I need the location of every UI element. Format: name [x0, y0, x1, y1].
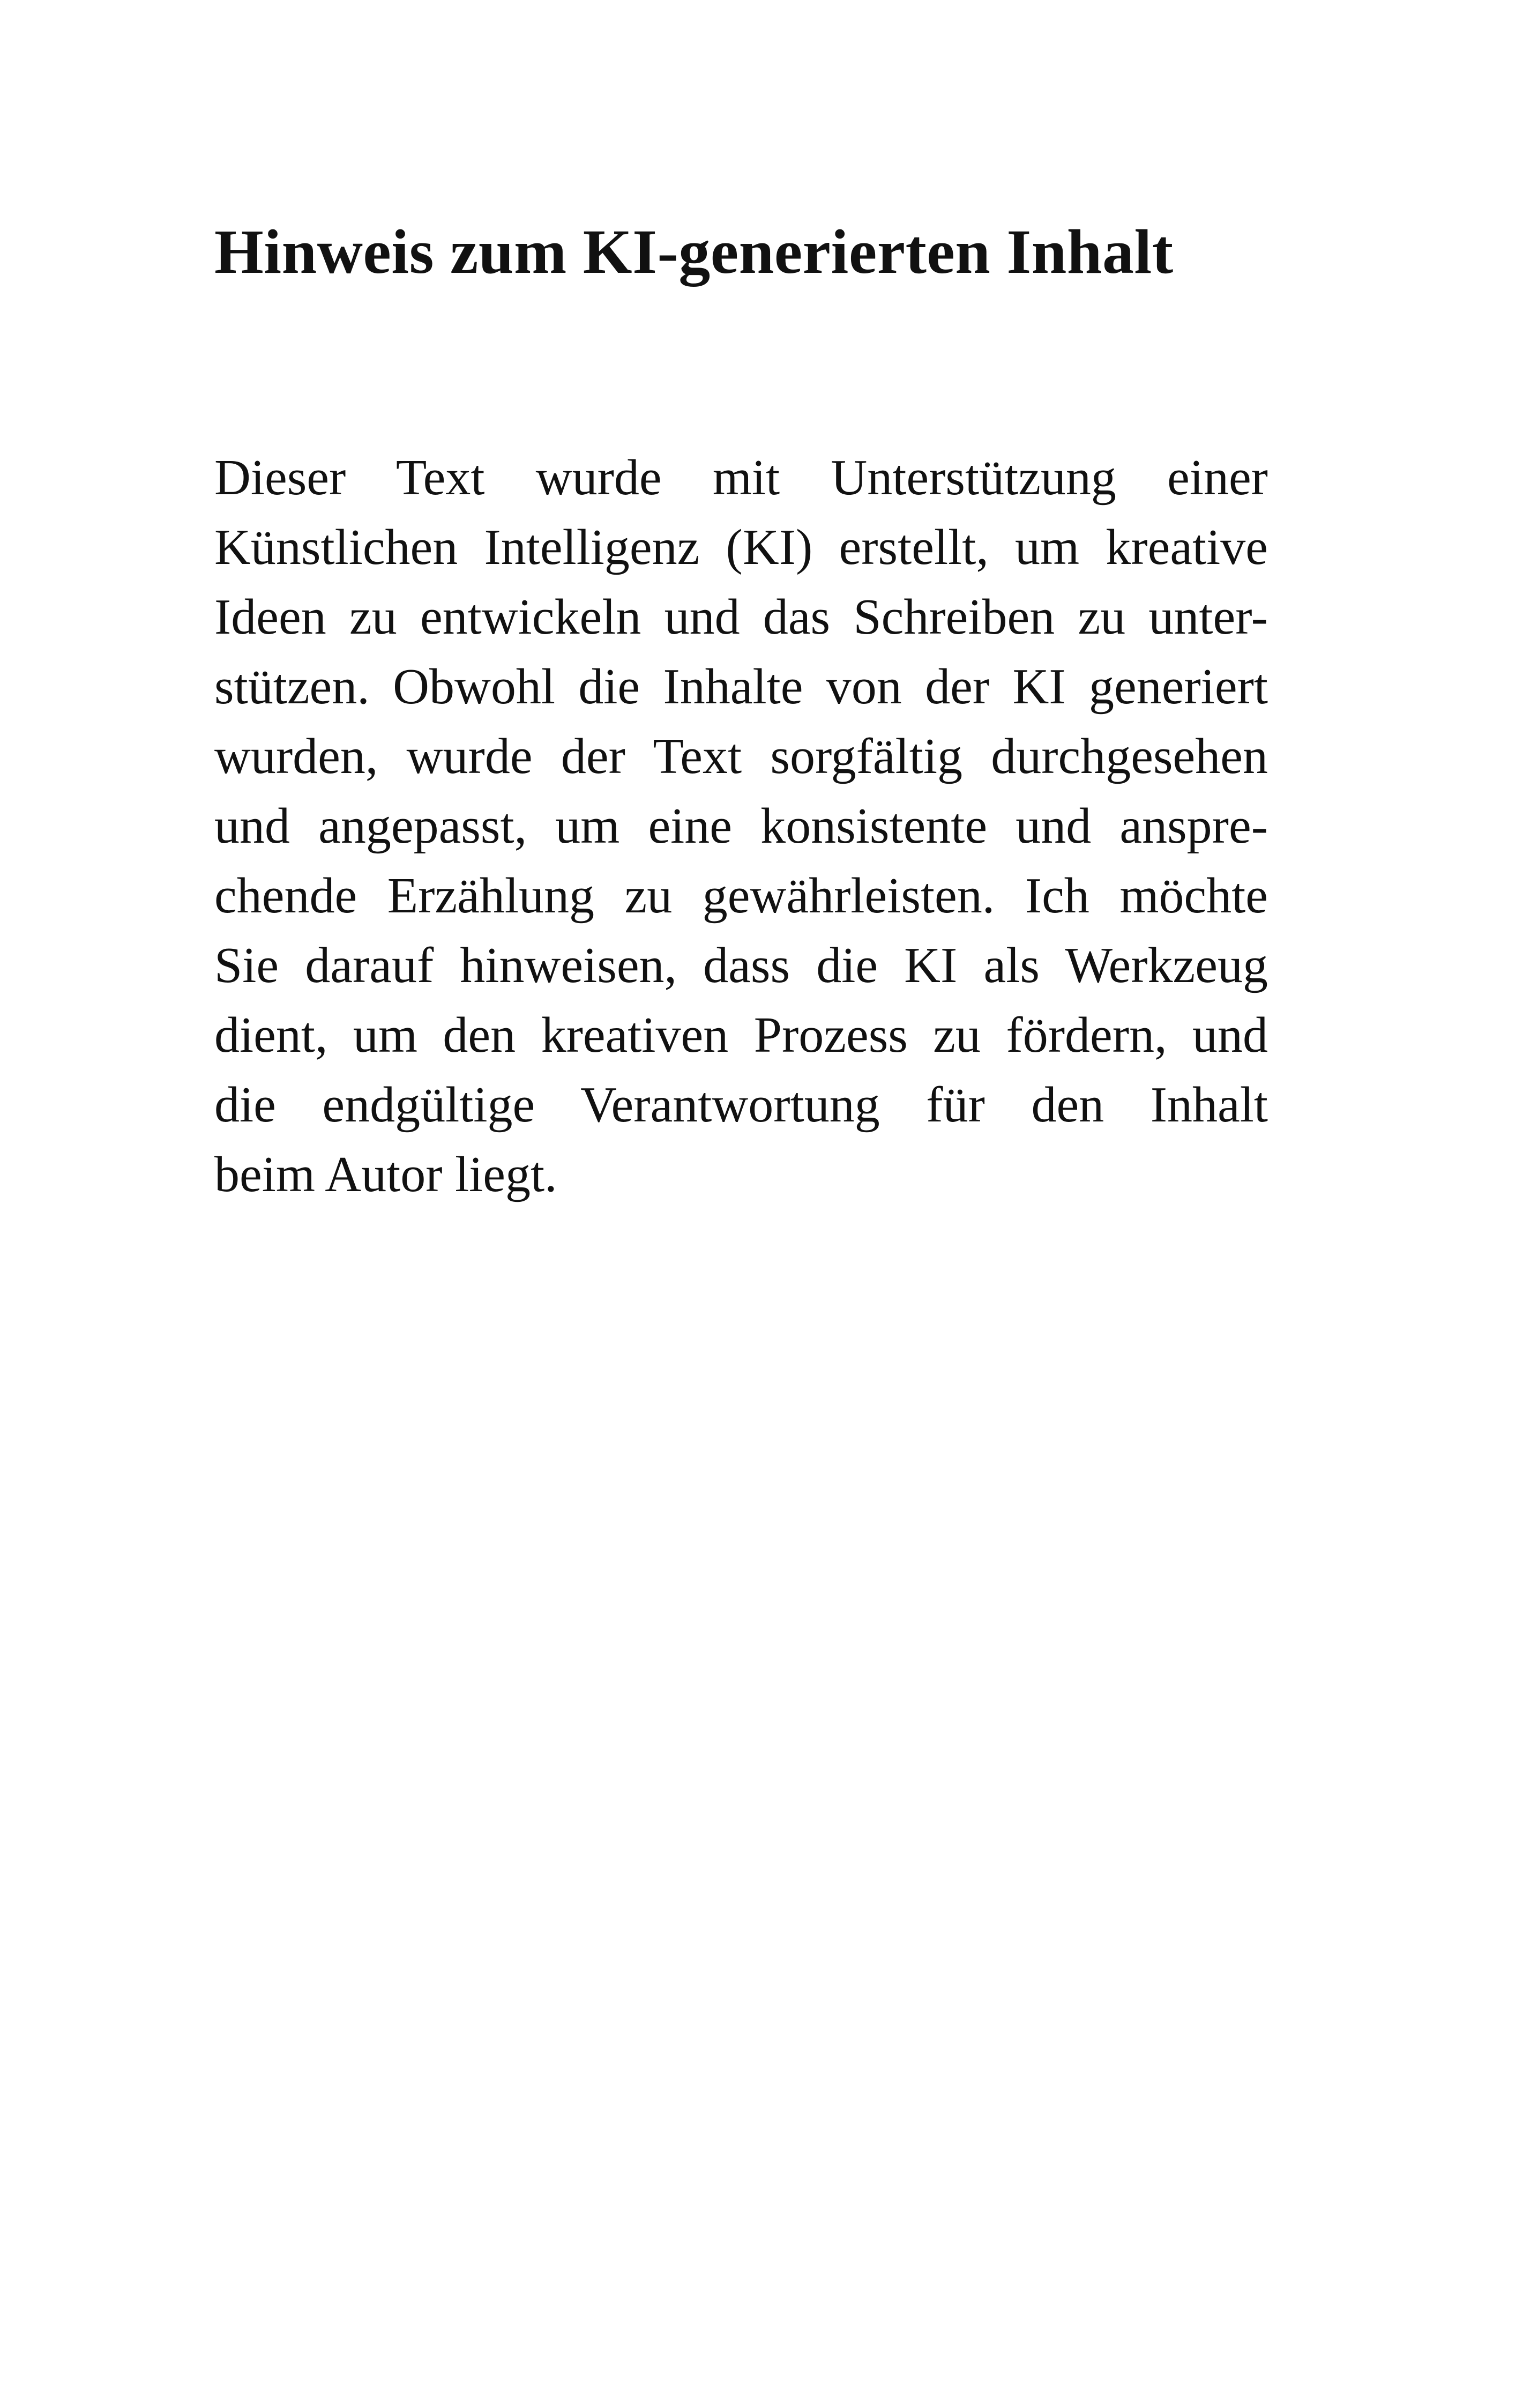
paragraph-line: Künstlichen Intelligenz (KI) erstellt, um kreative — [214, 519, 1268, 575]
paragraph-line: Dieser Text wurde mit Unterstützung einer — [214, 450, 1268, 506]
paragraph-line: die endgültige Verantwortung für den Inhalt — [214, 1077, 1268, 1133]
paragraph-line: Sie darauf hinweisen, dass die KI als Werkzeug — [214, 938, 1268, 993]
notice-paragraph — [214, 443, 1268, 1209]
paragraph-line: dient, um den kreativen Prozess zu fördern, und — [214, 1007, 1268, 1063]
paragraph-line: stützen. Obwohl die Inhalte von der KI generiert — [214, 659, 1268, 715]
page-title: Hinweis zum KI-generierten Inhalt — [214, 217, 1174, 287]
paragraph-line: beim Autor liegt. — [214, 1147, 557, 1202]
paragraph-line: chende Erzählung zu gewährleisten. Ich möchte — [214, 868, 1268, 924]
paragraph-line: Ideen zu entwickeln und das Schreiben zu unter- — [214, 589, 1268, 645]
paragraph-line: wurden, wurde der Text sorgfältig durchgesehen — [214, 729, 1268, 784]
paragraph-line: und angepasst, um eine konsistente und anspre- — [214, 798, 1268, 854]
